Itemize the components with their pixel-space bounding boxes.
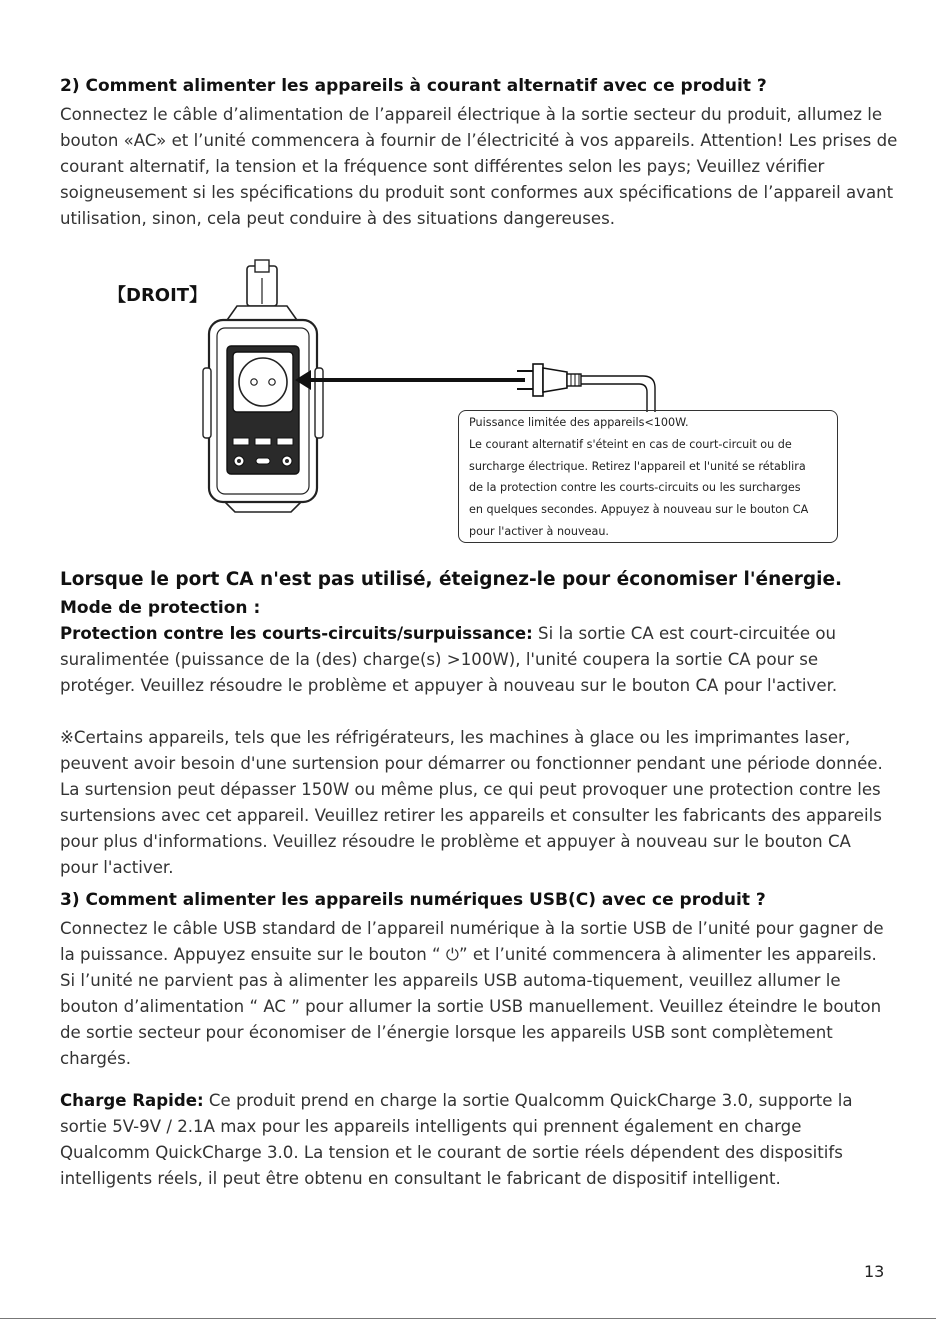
callout-line: Le courant alternatif s'éteint en cas de court-circuit ou de [469,437,792,451]
page-bottom-rule [0,1318,936,1319]
ac-energy-notice: Lorsque le port CA n'est pas utilisé, éteignez-le pour économiser l'énergie. [60,569,843,590]
section-3-body: Connectez le câble USB standard de l’appareil numérique à la sortie USB de l’unité pour gagner de la puissance. Appuyez ensuite sur le bouton “ ⏻” et l’unité commencera à alimenter les appareils. Si l’unité ne parvient pas à alimenter les appareils USB automa-tiquement, veuillez allumer le bouton d’alimentation “ AC ” pour allumer la sortie USB manuellement. Veuillez éteindre le bouton de sortie secteur pour économiser de l’énergie lorsque les appareils USB sont complètement chargés. [60,919,884,1068]
usb-port [255,438,271,445]
plug-icon [533,364,543,396]
callout-line: surcharge électrique. Retirez l'appareil et l'unité se rétablira [469,459,806,473]
page-number: 13 [864,1262,885,1281]
protection-lead: Protection contre les courts-circuits/surpuissance: [60,624,533,643]
callout-line: de la protection contre les courts-circuits ou les surcharges [469,481,801,495]
section-2-body: Connectez le câble d’alimentation de l’appareil électrique à la sortie secteur du produit, allumez le bouton «AC» et l’unité commencera à fournir de l’électricité à vos appareils. Attention! Les prises de courant alternatif, la tension et la fréquence sont différentes selon les pays; Veuillez vérifier soigneusement si les spécifications du produit sont conformes aux spécifications de l’appareil avant utilisation, sinon, cela peut conduire à des situations dangereuses. [60,105,898,228]
usb-port [277,438,293,445]
callout-line: en quelques secondes. Appuyez à nouveau sur le bouton CA [469,503,809,517]
section-2-heading: 2) Comment alimenter les appareils à courant alternatif avec ce produit ? [60,76,767,96]
section-3-heading: 3) Comment alimenter les appareils numériques USB(C) avec ce produit ? [60,890,766,910]
ac-info-callout [458,410,838,543]
quickcharge-text: Ce produit prend en charge la sortie Qualcomm QuickCharge 3.0, supporte la sortie 5V-9V / 2.1A max pour les appareils intelligents qui prennent également en charge Qualcomm QuickCharge 3.0. La tension et le courant de sortie réels dépendent des dispositifs intelligents réels, il peut être obtenu en consultant le fabricant de dispositif intelligent. [60,1091,853,1188]
usb-c-port [256,458,270,464]
quickcharge-lead: Charge Rapide: [60,1091,204,1110]
protection-heading: Mode de protection : [60,598,261,618]
protection-body [60,621,892,699]
protection-text: Si la sortie CA est court-circuitée ou suralimentée (puissance de la (des) charge(s) >100W), l'unité coupera la sortie CA pour se protéger. Veuillez résoudre le problème et appuyer à nouveau sur le bouton CA pour l'activer. [60,624,838,695]
quickcharge-paragraph [60,1088,892,1192]
callout-line: Puissance limitée des appareils<100W. [469,416,689,429]
callout-line: pour l'activer à nouveau. [469,524,609,538]
figure-side-label: 【DROIT】 [108,285,208,306]
surge-note: ※Certains appareils, tels que les réfrigérateurs, les machines à glace ou les imprimantes laser, peuvent avoir besoin d'une surtension pour démarrer ou fonctionner pendant une période donnée. La surtension peut dépasser 150W ou même plus, ce qui peut provoquer une protection contre les surtensions avec cet appareil. Veuillez retirer les appareils et consulter les fabricants des appareils pour plus d'informations. Veuillez résoudre le problème et appuyer à nouveau sur le bouton CA pour l'activer. [60,728,883,877]
usb-port [233,438,249,445]
